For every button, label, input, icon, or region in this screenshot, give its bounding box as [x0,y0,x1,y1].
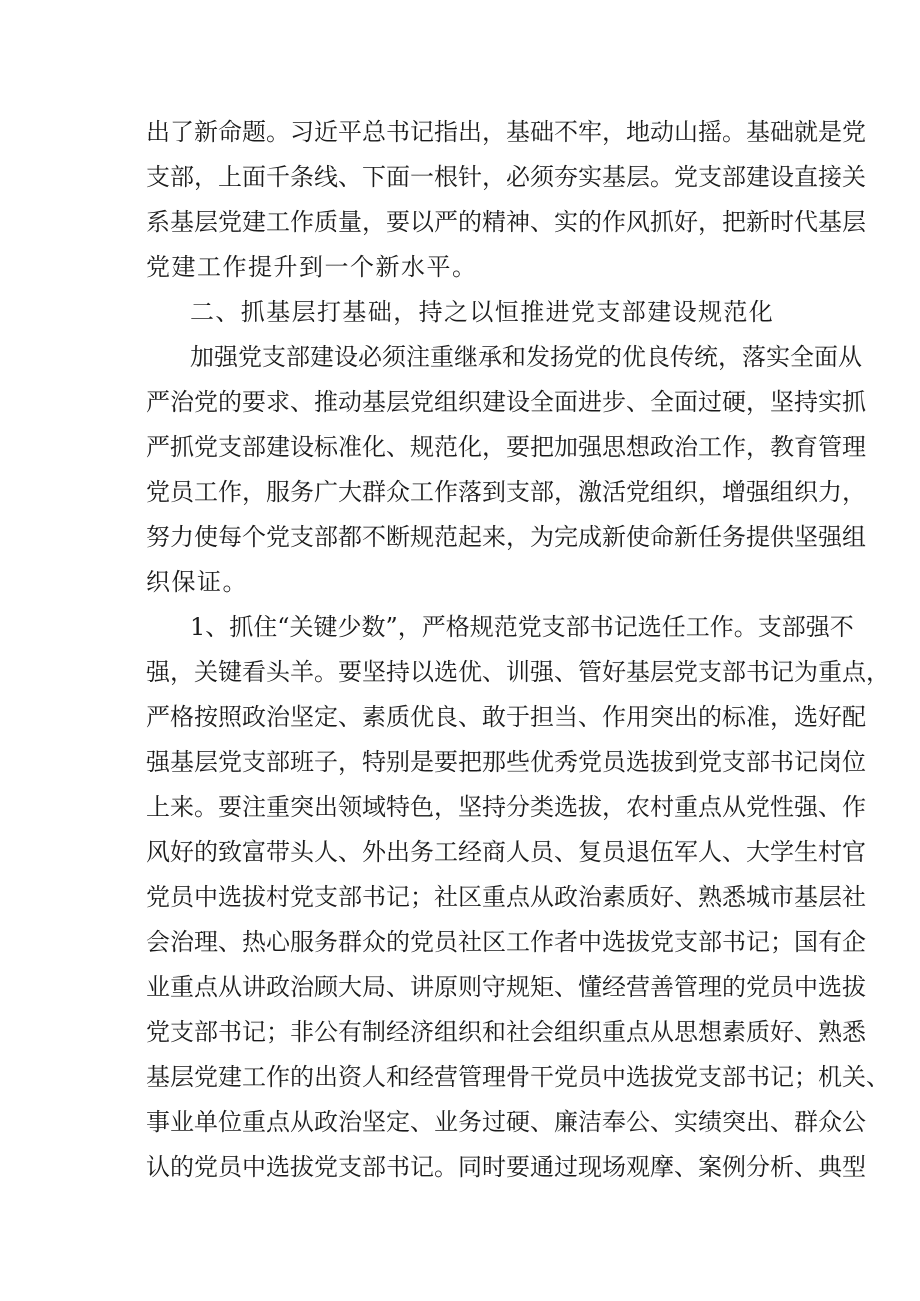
paragraph-2-line-3: 严抓党支部建设标准化、规范化，要把加强思想政治工作，教育管理 [146,433,866,461]
paragraph-3-line-3: 严格按照政治坚定、素质优良、敢于担当、作用突出的标准，选好配 [146,703,866,731]
paragraph-3-line-2: 强，关键看头羊。要坚持以选优、训强、管好基层党支部书记为重点， [146,658,890,686]
paragraph-2-line-2: 严治党的要求、推动基层党组织建设全面进步、全面过硬，坚持实抓 [146,388,866,416]
paragraph-3-line-11: 基层党建工作的出资人和经营管理骨干党员中选拔党支部书记；机关、 [146,1063,890,1091]
paragraph-2-line-1: 加强党支部建设必须注重继承和发扬党的优良传统，落实全面从 [190,343,862,371]
paragraph-1-line-2: 支部，上面千条线、下面一根针，必须夯实基层。党支部建设直接关 [146,163,866,191]
paragraph-2-line-5: 努力使每个党支部都不断规范起来，为完成新使命新任务提供坚强组 [146,523,866,551]
paragraph-3-line-5: 上来。要注重突出领域特色，坚持分类选拔，农村重点从党性强、作 [146,793,866,821]
paragraph-1-line-4: 党建工作提升到一个新水平。 [146,253,478,281]
paragraph-2-line-6: 织保证。 [146,568,248,596]
paragraph-3-line-8: 会治理、热心服务群众的党员社区工作者中选拔党支部书记；国有企 [146,928,866,956]
paragraph-3-line-6: 风好的致富带头人、外出务工经商人员、复员退伍军人、大学生村官 [146,838,866,866]
paragraph-3-line-12: 事业单位重点从政治坚定、业务过硬、廉洁奉公、实绩突出、群众公 [146,1108,866,1136]
paragraph-2-line-4: 党员工作，服务广大群众工作落到支部，激活党组织，增强组织力， [146,478,866,506]
paragraph-3-line-1: 1、抓住“关键少数”，严格规范党支部书记选任工作。支部强不 [190,613,854,641]
paragraph-1-line-3: 系基层党建工作质量，要以严的精神、实的作风抓好，把新时代基层 [146,208,866,236]
paragraph-3-line-13: 认的党员中选拔党支部书记。同时要通过现场观摩、案例分析、典型 [146,1153,866,1181]
paragraph-3-line-10: 党支部书记；非公有制经济组织和社会组织重点从思想素质好、熟悉 [146,1018,866,1046]
paragraph-3-line-4: 强基层党支部班子，特别是要把那些优秀党员选拔到党支部书记岗位 [146,748,866,776]
paragraph-1-line-1: 出了新命题。习近平总书记指出，基础不牢，地动山摇。基础就是党 [146,118,866,146]
paragraph-3-line-7: 党员中选拔村党支部书记；社区重点从政治素质好、熟悉城市基层社 [146,883,866,911]
section-heading: 二、抓基层打基础，持之以恒推进党支部建设规范化 [190,298,775,326]
paragraph-3-line-9: 业重点从讲政治顾大局、讲原则守规矩、懂经营善管理的党员中选拔 [146,973,866,1001]
